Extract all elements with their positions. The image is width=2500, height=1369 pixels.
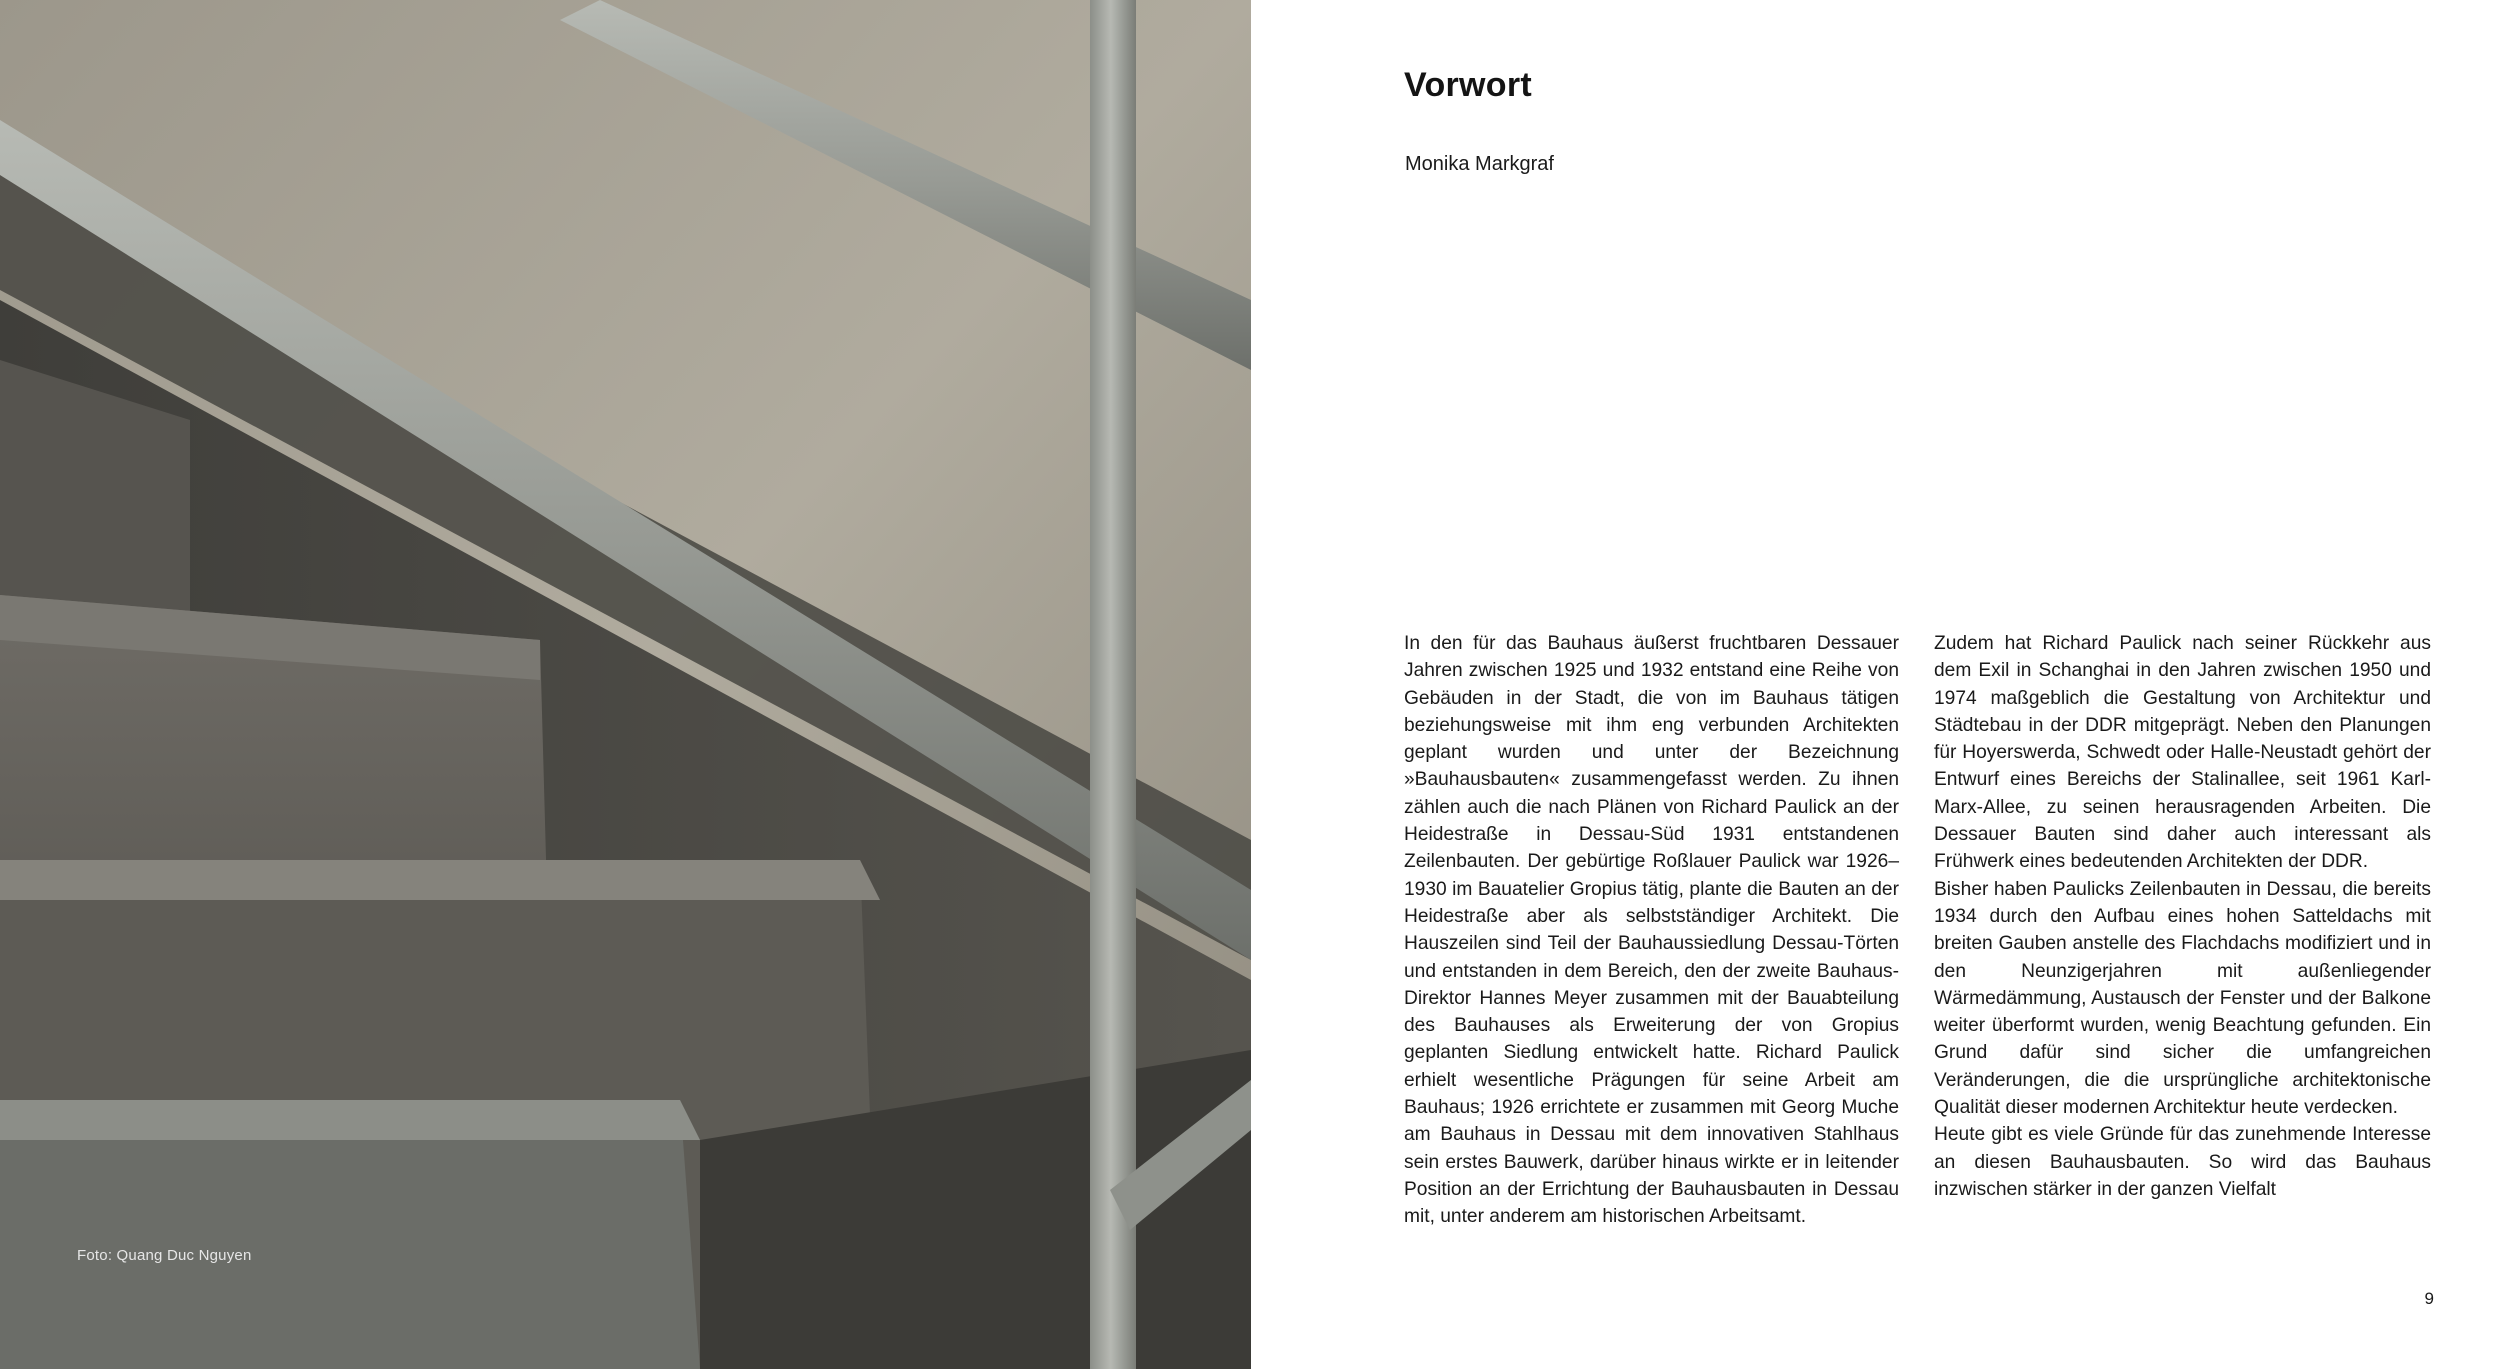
page-title: Vorwort xyxy=(1404,66,1533,104)
text-column-right xyxy=(1934,630,2431,1203)
author-name: Monika Markgraf xyxy=(1405,153,1554,175)
paragraph: In den für das Bauhaus äußerst fruchtbaren Dessauer Jahren zwischen 1925 und 1932 entstand eine Reihe von Gebäuden in der Stadt, die von im Bauhaus tätigen beziehungsweise mit ihm eng verbunden Architekten geplant wurden und unter der Bezeichnung »Bauhausbauten« zusammengefasst werden. Zu ihnen zählen auch die nach Plänen von Richard Paulick an der Heidestraße in Dessau-Süd 1931 entstandenen Zeilenbauten. Der gebürtige Roßlauer Paulick war 1926–1930 im Bauatelier Gropius tätig, plante die Bauten an der Heidestraße aber als selbstständiger Architekt. Die Hauszeilen sind Teil der Bauhaussiedlung Dessau-Törten und entstanden in dem Bereich, den der zweite Bauhaus-Direktor Hannes Meyer zusammen mit der Bauabteilung des Bauhauses als Erweiterung der von Gropius geplanten Siedlung entwickelt hatte. Richard Paulick erhielt wesentliche Prägungen für seine Arbeit am Bauhaus; 1926 errichtete er zusammen mit Georg Muche am Bauhaus in Dessau mit dem innovativen Stahlhaus sein erstes Bauwerk, darüber hinaus wirkte er in leitender Position an der Errichtung der Bauhausbauten in Dessau mit, unter anderem am historischen Arbeitsamt. xyxy=(1404,633,1899,1228)
paragraph: Bisher haben Paulicks Zeilenbauten in Dessau, die bereits 1934 durch den Aufbau eines hohen Satteldachs mit breiten Gauben anstelle des Flachdachs modifiziert und in den Neunzigerjahren mit außenliegender Wärmedämmung, Austausch der Fenster und der Balkone weiter überformt wurden, wenig Beachtung gefunden. Ein Grund dafür sind sicher die umfangreichen Veränderungen, die die ursprüngliche architektonische Qualität dieser modernen Architektur heute verdecken. xyxy=(1934,878,2431,1119)
page-number: 9 xyxy=(2424,1289,2434,1308)
paragraph: Heute gibt es viele Gründe für das zunehmende Interesse an diesen Bauhausbauten. So wird das Bauhaus inzwischen stärker in der ganzen Vielfalt xyxy=(1934,1124,2431,1200)
text-column-left xyxy=(1404,630,1899,1231)
paragraph: Zudem hat Richard Paulick nach seiner Rückkehr aus dem Exil in Schanghai in den Jahren zwischen 1950 und 1974 maßgeblich die Gestaltung von Architektur und Städtebau in der DDR mitgeprägt. Neben den Planungen für Hoyerswerda, Schwedt oder Halle-Neustadt gehört der Entwurf eines Bereichs der Stalinallee, seit 1961 Karl-Marx-Allee, zu seinen herausragenden Arbeiten. Die Dessauer Bauten sind daher auch interessant als Frühwerk eines bedeutenden Architekten der DDR. xyxy=(1934,633,2431,873)
photo-credit: Foto: Quang Duc Nguyen xyxy=(77,1247,252,1264)
